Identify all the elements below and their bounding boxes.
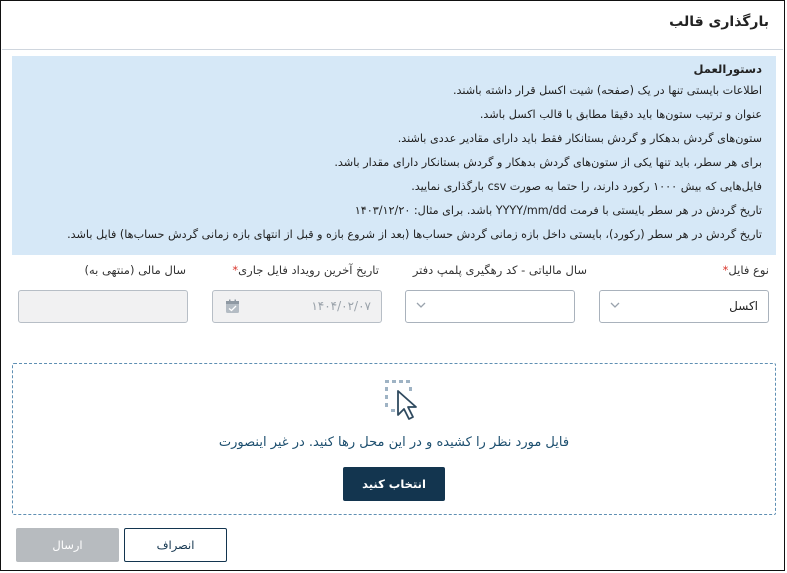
cancel-button[interactable]: انصراف xyxy=(124,528,227,562)
instruction-line: فایل‌هایی که بیش ۱۰۰۰ رکورد دارند، را حتما به صورت csv بارگذاری نمایید. xyxy=(411,180,762,193)
dialog-title: بارگذاری قالب xyxy=(669,14,769,30)
required-mark: * xyxy=(232,263,239,277)
tax-year-select[interactable] xyxy=(405,290,575,323)
calendar-icon xyxy=(225,299,240,314)
file-type-value: اکسل xyxy=(729,299,758,313)
file-type-label: نوع فایل* xyxy=(722,263,769,277)
select-file-button[interactable]: انتخاب کنید xyxy=(343,467,445,501)
instruction-line: اطلاعات بایستی تنها در یک (صفحه) شیت اکسل قرار داشته باشند. xyxy=(452,84,762,97)
fiscal-year-field xyxy=(18,290,188,323)
instruction-line: برای هر سطر، باید تنها یکی از ستون‌های گردش بدهکار و گردش بستانکار دارای مقدار باشد. xyxy=(334,156,762,169)
dialog-header xyxy=(2,2,783,50)
tax-year-label: سال مالیاتی - کد رهگیری پلمپ دفتر xyxy=(412,263,587,277)
required-mark: * xyxy=(722,263,729,277)
instructions-panel xyxy=(12,56,776,255)
instruction-line: ستون‌های گردش بدهکار و گردش بستانکار فقط باید دارای مقادیر عددی باشند. xyxy=(397,132,762,145)
dropzone-text: فایل مورد نظر را کشیده و در این محل رها کنید. در غیر اینصورت xyxy=(218,435,570,450)
instruction-line: تاریخ گردش در هر سطر (رکورد)، بایستی داخل بازه زمانی گردش حساب‌ها (بعد از شروع بازه و قبل از انتهای بازه زمانی گردش حساب‌ها) فایل باشد. xyxy=(67,228,762,241)
instructions-heading: دستورالعمل xyxy=(693,62,762,76)
instruction-line: عنوان و ترتیب ستون‌ها باید دقیقا مطابق با قالب اکسل باشد. xyxy=(479,108,762,121)
file-type-select[interactable] xyxy=(599,290,769,323)
drag-drop-icon xyxy=(379,378,429,422)
chevron-down-icon xyxy=(415,299,427,311)
last-event-date-field xyxy=(212,290,382,323)
fiscal-year-label: سال مالی (منتهی به) xyxy=(84,263,186,277)
last-event-date-value: ۱۴۰۴/۰۲/۰۷ xyxy=(311,299,371,313)
instruction-line: تاریخ گردش در هر سطر بایستی با فرمت YYYY/mm/dd باشد. برای مثال: ۱۴۰۳/۱۲/۲۰ xyxy=(354,204,762,217)
send-button[interactable]: ارسال xyxy=(16,528,119,562)
last-event-date-label: تاریخ آخرین رویداد فایل جاری* xyxy=(232,263,379,277)
file-dropzone[interactable] xyxy=(12,363,776,515)
chevron-down-icon xyxy=(609,299,621,311)
